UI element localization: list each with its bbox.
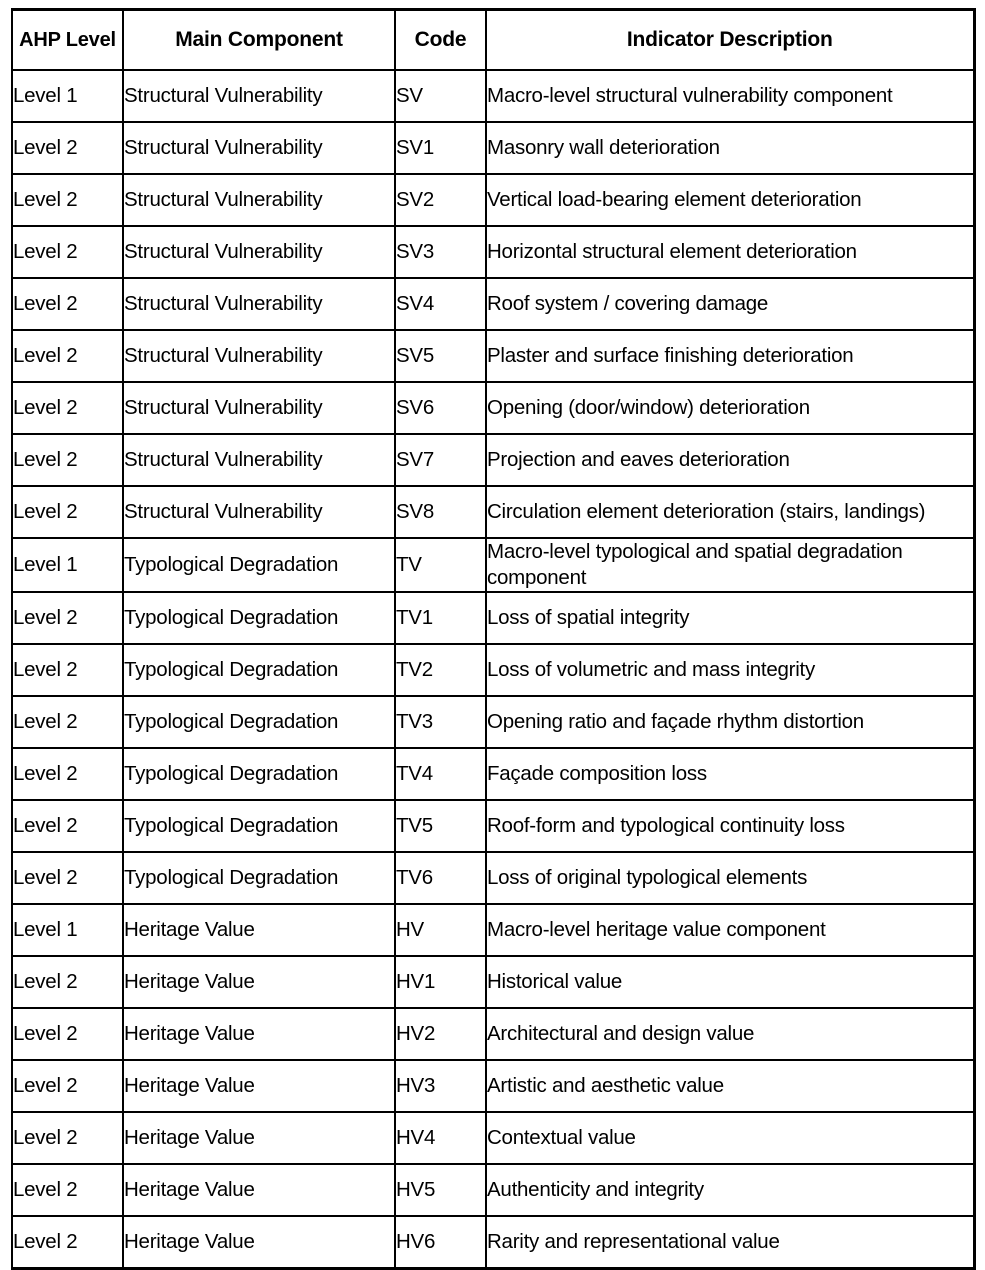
cell-indicator-description: Macro-level structural vulnerability component	[486, 70, 974, 122]
cell-indicator-description: Authenticity and integrity	[486, 1164, 974, 1216]
cell-ahp-level: Level 2	[12, 1216, 123, 1269]
cell-code: SV1	[395, 122, 486, 174]
cell-main-component: Structural Vulnerability	[123, 434, 395, 486]
cell-code: HV5	[395, 1164, 486, 1216]
cell-ahp-level: Level 2	[12, 382, 123, 434]
column-header-indicator-description: Indicator Description	[486, 10, 974, 71]
cell-code: TV1	[395, 592, 486, 644]
column-header-ahp-level: AHP Level	[12, 10, 123, 71]
column-header-main-component: Main Component	[123, 10, 395, 71]
cell-ahp-level: Level 2	[12, 278, 123, 330]
cell-indicator-description: Artistic and aesthetic value	[486, 1060, 974, 1112]
table-header-row	[12, 10, 974, 71]
cell-indicator-description: Projection and eaves deterioration	[486, 434, 974, 486]
cell-ahp-level: Level 2	[12, 748, 123, 800]
cell-indicator-description: Loss of volumetric and mass integrity	[486, 644, 974, 696]
cell-ahp-level: Level 2	[12, 852, 123, 904]
cell-code: HV2	[395, 1008, 486, 1060]
cell-main-component: Heritage Value	[123, 956, 395, 1008]
cell-indicator-description: Horizontal structural element deterioration	[486, 226, 974, 278]
table-row	[12, 904, 974, 956]
cell-code: HV3	[395, 1060, 486, 1112]
cell-code: TV5	[395, 800, 486, 852]
table-row	[12, 1164, 974, 1216]
cell-main-component: Typological Degradation	[123, 696, 395, 748]
cell-main-component: Typological Degradation	[123, 852, 395, 904]
indicator-hierarchy-table	[11, 8, 976, 1270]
cell-indicator-description: Architectural and design value	[486, 1008, 974, 1060]
table-row	[12, 644, 974, 696]
cell-main-component: Structural Vulnerability	[123, 486, 395, 538]
cell-code: SV6	[395, 382, 486, 434]
cell-main-component: Heritage Value	[123, 1164, 395, 1216]
cell-indicator-description: Roof-form and typological continuity loss	[486, 800, 974, 852]
cell-indicator-description: Loss of spatial integrity	[486, 592, 974, 644]
cell-ahp-level: Level 2	[12, 696, 123, 748]
cell-ahp-level: Level 2	[12, 1164, 123, 1216]
cell-main-component: Structural Vulnerability	[123, 122, 395, 174]
table-row	[12, 382, 974, 434]
table-row	[12, 1008, 974, 1060]
cell-code: SV5	[395, 330, 486, 382]
cell-ahp-level: Level 2	[12, 800, 123, 852]
table-row	[12, 1216, 974, 1269]
table-row	[12, 122, 974, 174]
cell-code: SV2	[395, 174, 486, 226]
cell-code: SV3	[395, 226, 486, 278]
table-row	[12, 330, 974, 382]
cell-main-component: Heritage Value	[123, 1112, 395, 1164]
cell-ahp-level: Level 2	[12, 122, 123, 174]
table-row	[12, 486, 974, 538]
cell-indicator-description: Masonry wall deterioration	[486, 122, 974, 174]
table-row	[12, 956, 974, 1008]
cell-indicator-description	[486, 538, 974, 592]
cell-indicator-description: Historical value	[486, 956, 974, 1008]
cell-ahp-level: Level 1	[12, 538, 123, 592]
cell-code: TV3	[395, 696, 486, 748]
cell-indicator-description: Opening ratio and façade rhythm distortion	[486, 696, 974, 748]
cell-code: TV2	[395, 644, 486, 696]
cell-main-component: Typological Degradation	[123, 644, 395, 696]
cell-ahp-level: Level 2	[12, 1112, 123, 1164]
cell-main-component: Heritage Value	[123, 1216, 395, 1269]
cell-ahp-level: Level 2	[12, 174, 123, 226]
cell-ahp-level: Level 1	[12, 70, 123, 122]
table-row	[12, 748, 974, 800]
cell-indicator-description: Loss of original typological elements	[486, 852, 974, 904]
cell-code: SV8	[395, 486, 486, 538]
table-row	[12, 434, 974, 486]
table-row	[12, 174, 974, 226]
cell-code: TV	[395, 538, 486, 592]
cell-main-component: Structural Vulnerability	[123, 382, 395, 434]
cell-ahp-level: Level 2	[12, 644, 123, 696]
cell-main-component: Typological Degradation	[123, 748, 395, 800]
cell-main-component: Typological Degradation	[123, 538, 395, 592]
cell-main-component: Heritage Value	[123, 1008, 395, 1060]
cell-indicator-description: Roof system / covering damage	[486, 278, 974, 330]
cell-code: SV	[395, 70, 486, 122]
cell-main-component: Structural Vulnerability	[123, 70, 395, 122]
cell-indicator-description-text: Macro-level typological and spatial degradation component	[487, 540, 903, 589]
cell-ahp-level: Level 2	[12, 1008, 123, 1060]
cell-main-component: Structural Vulnerability	[123, 174, 395, 226]
cell-main-component: Structural Vulnerability	[123, 330, 395, 382]
table-row	[12, 226, 974, 278]
cell-main-component: Typological Degradation	[123, 800, 395, 852]
cell-main-component: Structural Vulnerability	[123, 278, 395, 330]
cell-main-component: Heritage Value	[123, 904, 395, 956]
table-row	[12, 800, 974, 852]
table-row	[12, 70, 974, 122]
cell-indicator-description: Circulation element deterioration (stairs, landings)	[486, 486, 974, 538]
cell-ahp-level: Level 2	[12, 956, 123, 1008]
table-row	[12, 592, 974, 644]
cell-main-component: Typological Degradation	[123, 592, 395, 644]
cell-ahp-level: Level 2	[12, 434, 123, 486]
cell-indicator-description: Opening (door/window) deterioration	[486, 382, 974, 434]
cell-code: SV7	[395, 434, 486, 486]
cell-main-component: Structural Vulnerability	[123, 226, 395, 278]
cell-code: TV6	[395, 852, 486, 904]
cell-ahp-level: Level 1	[12, 904, 123, 956]
cell-ahp-level: Level 2	[12, 592, 123, 644]
cell-code: TV4	[395, 748, 486, 800]
table-row	[12, 1112, 974, 1164]
cell-code: HV6	[395, 1216, 486, 1269]
table-body	[12, 70, 974, 1268]
table-row	[12, 278, 974, 330]
table-row	[12, 538, 974, 592]
cell-indicator-description: Plaster and surface finishing deterioration	[486, 330, 974, 382]
table-row	[12, 852, 974, 904]
column-header-code: Code	[395, 10, 486, 71]
cell-code: HV	[395, 904, 486, 956]
cell-indicator-description: Contextual value	[486, 1112, 974, 1164]
cell-indicator-description: Rarity and representational value	[486, 1216, 974, 1269]
table-row	[12, 696, 974, 748]
cell-indicator-description: Vertical load-bearing element deterioration	[486, 174, 974, 226]
table-header	[12, 10, 974, 71]
cell-ahp-level: Level 2	[12, 226, 123, 278]
cell-code: HV1	[395, 956, 486, 1008]
cell-indicator-description: Façade composition loss	[486, 748, 974, 800]
cell-code: SV4	[395, 278, 486, 330]
cell-ahp-level: Level 2	[12, 330, 123, 382]
table-row	[12, 1060, 974, 1112]
cell-main-component: Heritage Value	[123, 1060, 395, 1112]
cell-ahp-level: Level 2	[12, 1060, 123, 1112]
cell-ahp-level: Level 2	[12, 486, 123, 538]
cell-indicator-description: Macro-level heritage value component	[486, 904, 974, 956]
cell-code: HV4	[395, 1112, 486, 1164]
